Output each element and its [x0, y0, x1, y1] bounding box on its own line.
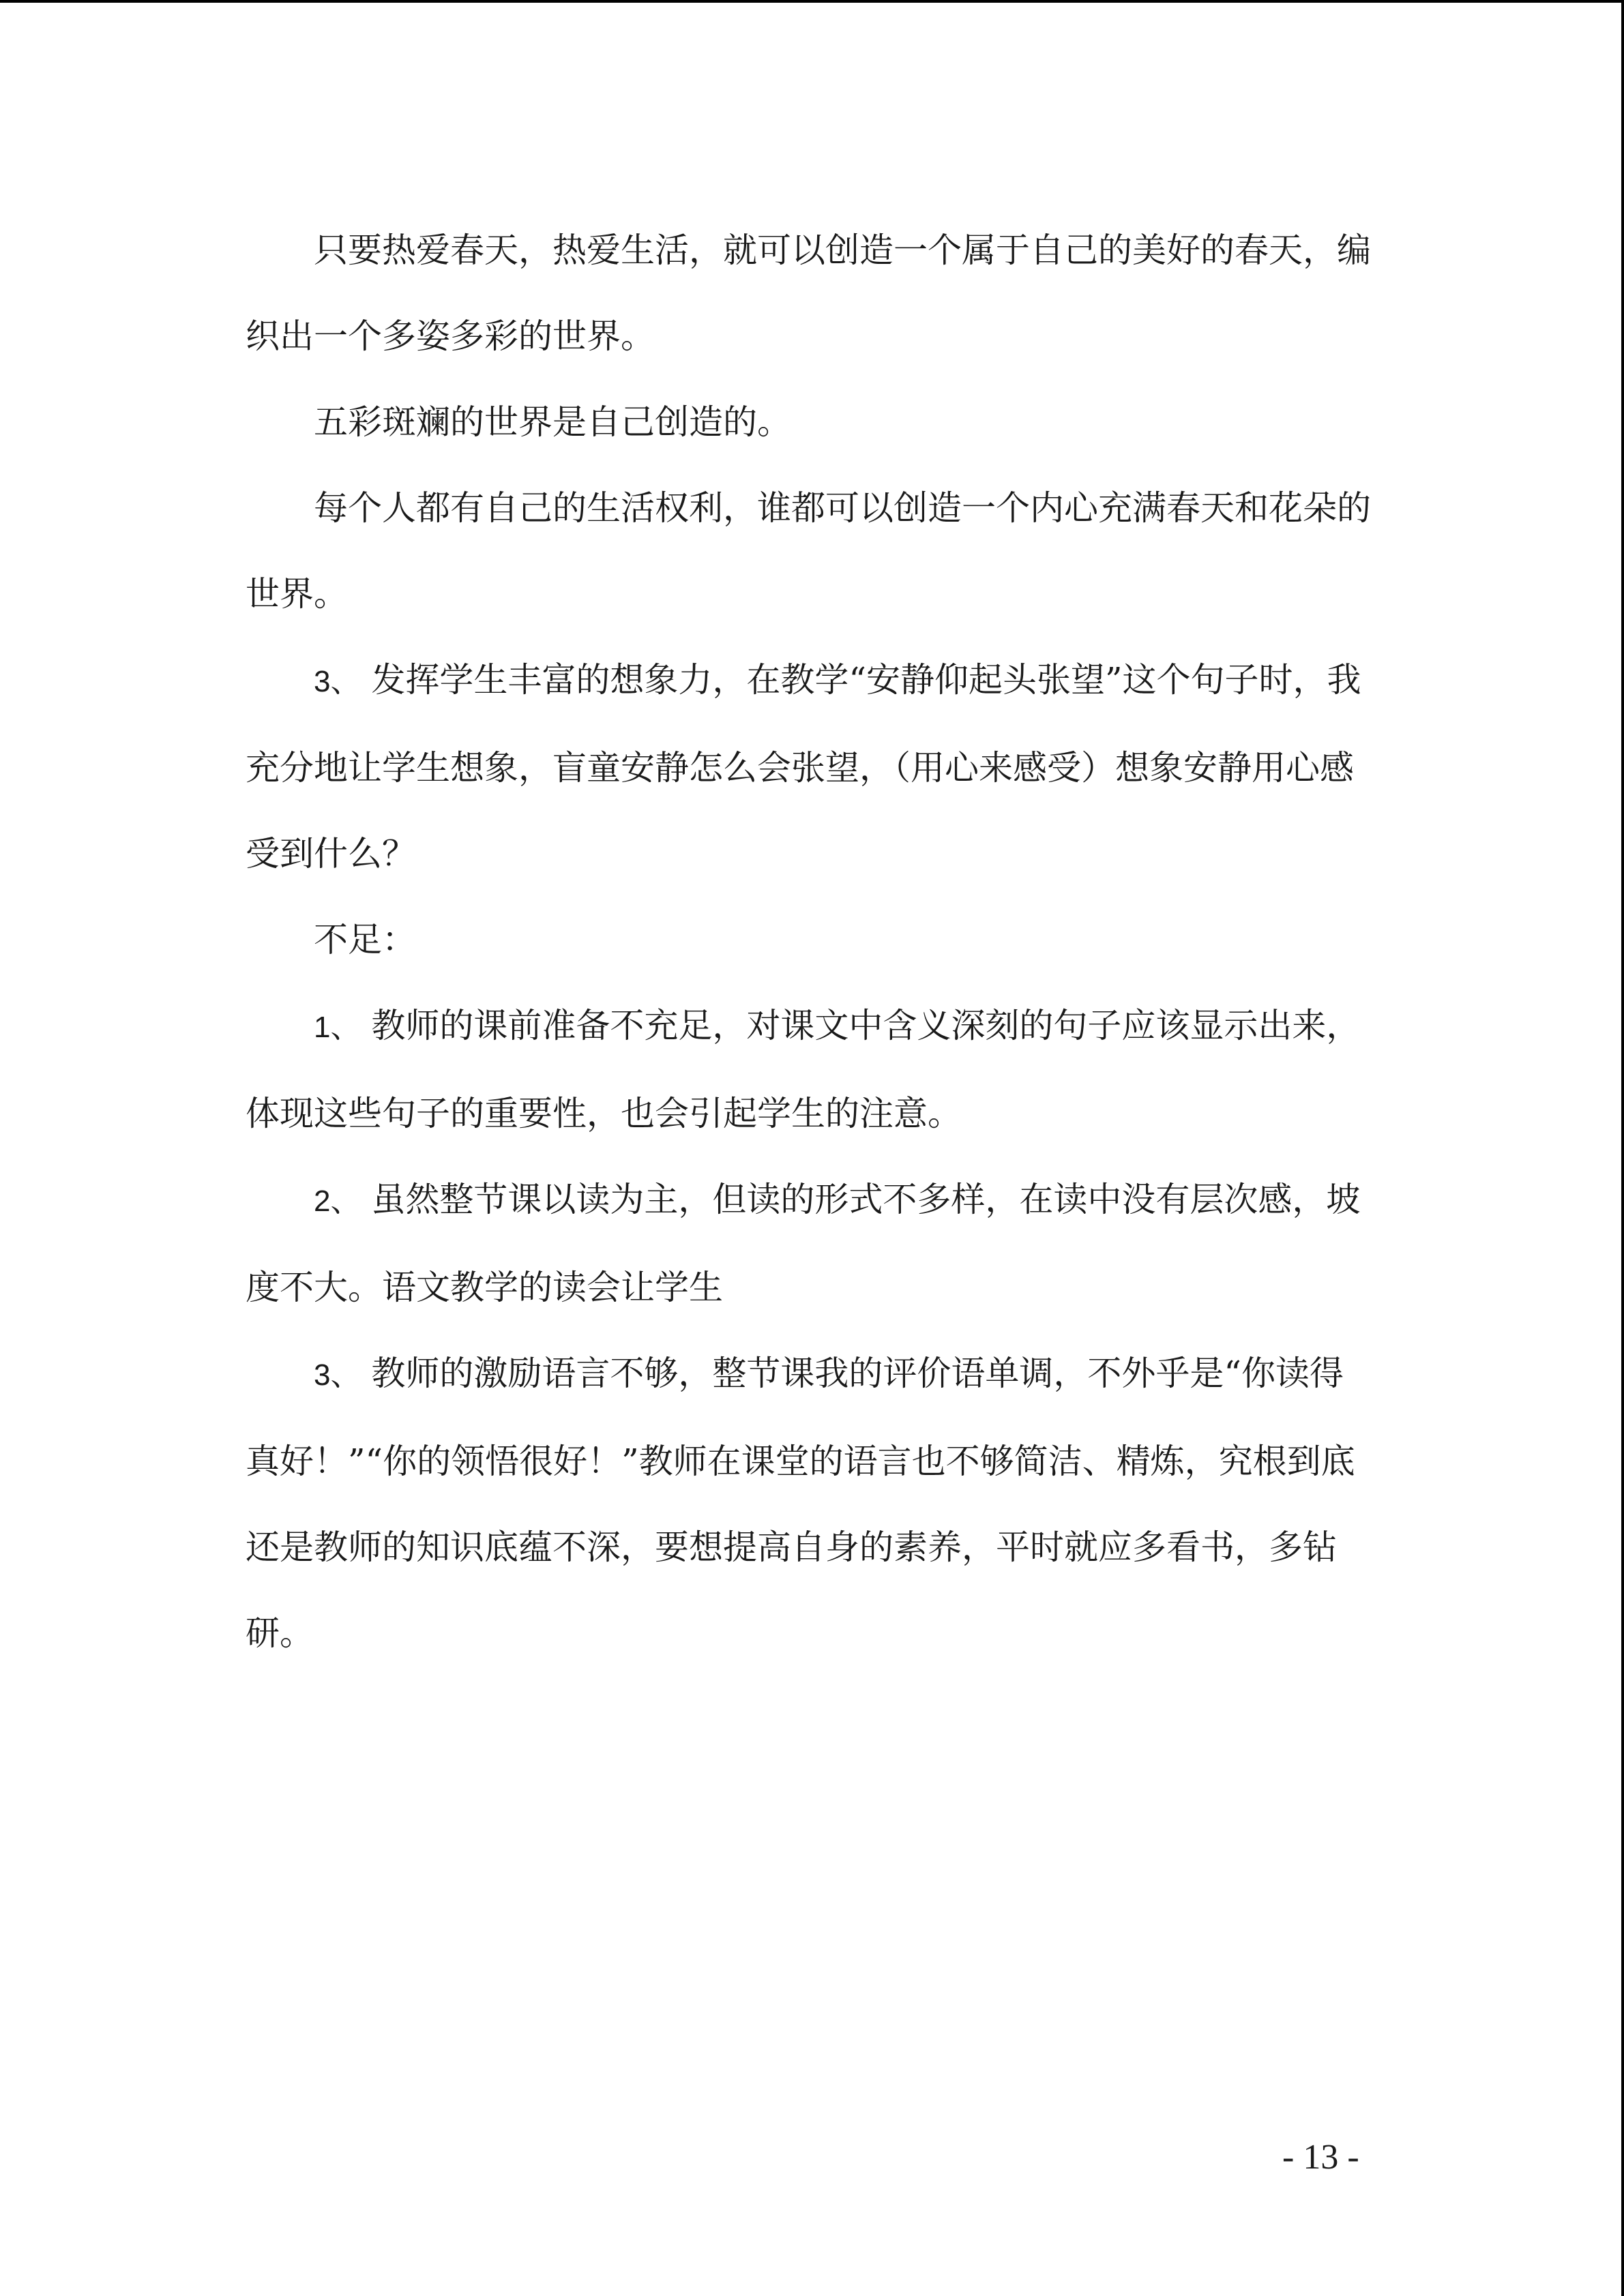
paragraph-text: 发挥学生丰富的想象力，在教学“安静仰起头张望”这个句子时，我充分地让学生想象，盲童安静怎么会张望，（用心来感受）想象安静用心感受到什么？	[246, 660, 1361, 874]
document-body	[246, 207, 1371, 1676]
item-number: 3、	[314, 665, 361, 698]
paragraph-preparation	[246, 983, 1371, 1157]
paragraph-text: 每个人都有自己的生活权利，谁都可以创造一个内心充满春天和花朵的世界。	[246, 488, 1371, 614]
section-heading-shortcomings	[246, 897, 1371, 983]
paragraph-text: 教师的课前准备不充足，对课文中含义深刻的句子应该显示出来，体现这些句子的重要性，也会引起学生的注意。	[246, 1006, 1361, 1133]
paragraph-text: 虽然整节课以读为主，但读的形式不多样，在读中没有层次感，坡度不大。语文教学的读会让学生	[246, 1180, 1361, 1307]
item-number: 3、	[314, 1358, 361, 1392]
item-number: 2、	[314, 1184, 361, 1218]
paragraph-reading-forms	[246, 1157, 1371, 1330]
paragraph-life-rights	[246, 465, 1371, 637]
paragraph-encouragement	[246, 1330, 1371, 1676]
paragraph-text: 只要热爱春天，热爱生活，就可以创造一个属于自己的美好的春天，编织出一个多姿多彩的世界。	[246, 230, 1371, 356]
paragraph-text: 教师的激励语言不够，整节课我的评价语单调，不外乎是“你读得真好！”“你的领悟很好！”教师在课堂的语言也不够简洁、精炼，究根到底还是教师的知识底蕴不深，要想提高自身的素养，平时就应多看书，多钻研。	[246, 1354, 1355, 1653]
item-number: 1、	[314, 1011, 361, 1044]
paragraph-colorful-world	[246, 379, 1371, 465]
section-heading-text: 不足：	[314, 920, 416, 959]
page-number: - 13 -	[1282, 2138, 1359, 2177]
paragraph-imagination	[246, 637, 1371, 897]
paragraph-text: 五彩斑斓的世界是自己创造的。	[314, 402, 791, 442]
paragraph-love-spring	[246, 207, 1371, 379]
